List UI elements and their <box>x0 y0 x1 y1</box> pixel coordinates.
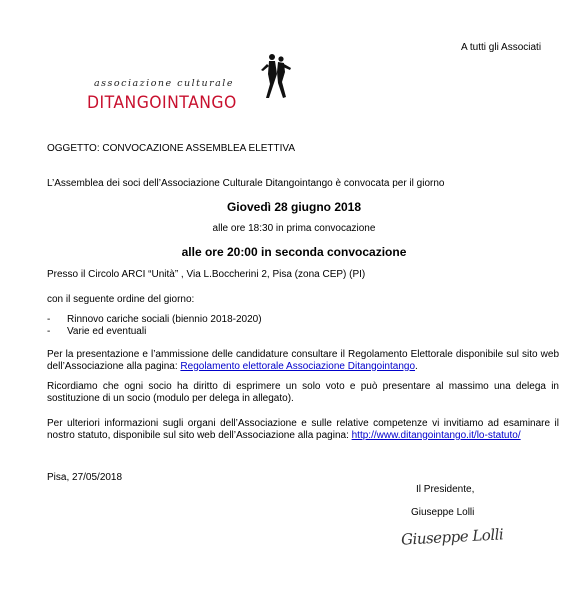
vote-paragraph: Ricordiamo che ogni socio ha diritto di esprimere un solo voto e può presentare al massimo una delega in sostituzione di un socio (modulo per delega in allegato). <box>47 381 559 404</box>
agenda-list <box>47 314 262 338</box>
logo-name: DITANGOINTANGO <box>87 93 237 113</box>
recipient-line: A tutti gli Associati <box>461 42 542 53</box>
president-name: Giuseppe Lolli <box>411 507 475 518</box>
intro-paragraph: L’Assemblea dei soci dell’Associazione Culturale Ditangointango è convocata per il giorno <box>47 178 445 189</box>
candidacy-end: . <box>415 360 418 372</box>
second-call-time: alle ore 20:00 in seconda convocazione <box>181 245 407 259</box>
candidacy-text: Per la presentazione e l’ammissione delle candidature consultare il Regolamento Elettorale disponibile sul sito web dell’Associazione alla pagina: <box>47 349 559 372</box>
handwritten-signature: Giuseppe Lolli <box>400 525 504 549</box>
subject-line: OGGETTO: CONVOCAZIONE ASSEMBLEA ELETTIVA <box>47 143 296 154</box>
info-text: Per ulteriori informazioni sugli organi dell’Associazione e sulle relative competenze vi invitiamo ad esaminare il nostro statuto, disponibile sul sito web dell’Associazione alla pagina: <box>47 418 559 441</box>
venue-line: Presso il Circolo ARCI “Unità” , Via L.Boccherini 2, Pisa (zona CEP) (PI) <box>47 269 366 280</box>
info-paragraph <box>47 418 559 441</box>
statuto-link[interactable]: http://www.ditangointango.it/lo-statuto/ <box>351 429 521 441</box>
first-call-time: alle ore 18:30 in prima convocazione <box>212 223 376 234</box>
president-label: Il Presidente, <box>416 484 475 495</box>
agenda-item: - Rinnovo cariche sociali (biennio 2018-2020) <box>47 314 262 326</box>
meeting-date: Giovedì 28 giugno 2018 <box>226 200 362 214</box>
place-date: Pisa, 27/05/2018 <box>47 472 123 483</box>
agenda-intro: con il seguente ordine del giorno: <box>47 294 195 305</box>
logo-tagline: associazione culturale <box>94 78 234 89</box>
candidacy-paragraph <box>47 349 559 372</box>
regolamento-link[interactable]: Regolamento elettorale Associazione Ditangointango <box>180 360 416 372</box>
tango-dancers-icon <box>255 52 295 100</box>
agenda-item: - Varie ed eventuali <box>47 326 262 338</box>
